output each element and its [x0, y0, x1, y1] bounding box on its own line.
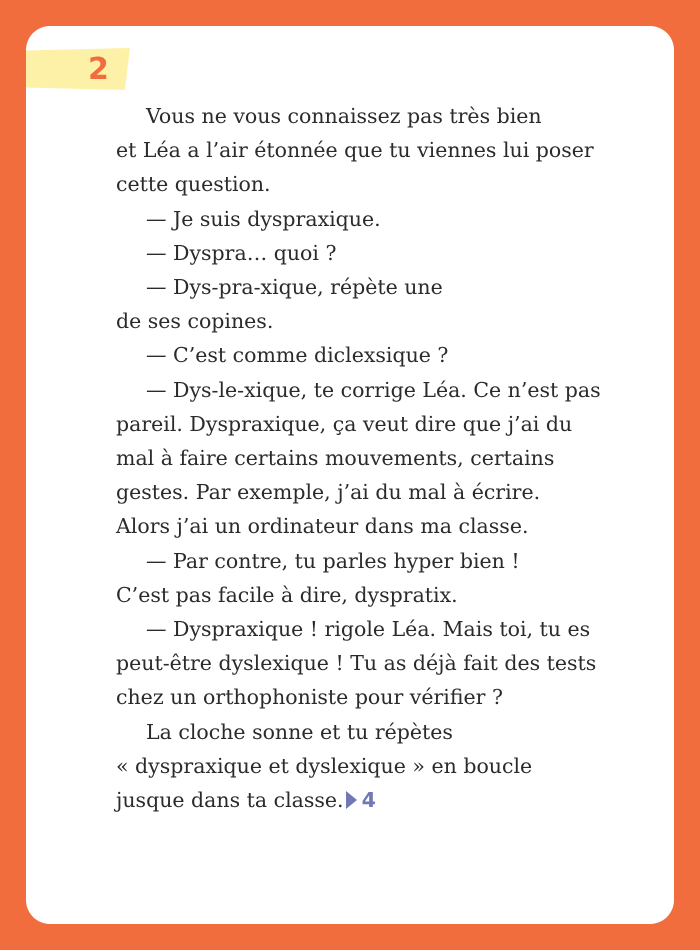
story-line: — Dyspra… quoi ?	[146, 240, 337, 265]
story-line: mal à faire certains mouvements, certains	[116, 446, 555, 471]
page-number-badge	[26, 48, 130, 90]
story-line: — C’est comme diclexsique ?	[146, 343, 449, 368]
story-line: « dyspraxique et dyslexique » en boucle	[116, 753, 533, 778]
story-line-last	[116, 783, 676, 817]
story-line: de ses copines.	[116, 309, 274, 334]
next-page-link[interactable]	[346, 783, 376, 817]
story-line: — Je suis dyspraxique.	[146, 206, 381, 231]
story-line: Alors j’ai un ordinateur dans ma classe.	[116, 514, 529, 539]
story-line: jusque dans ta classe.	[116, 788, 344, 813]
story-line: et Léa a l’air étonnée que tu viennes lui poser	[116, 138, 594, 163]
story-line: — Dys-le-xique, te corrige Léa. Ce n’est pas	[146, 377, 601, 402]
story-line: La cloche sonne et tu répètes	[146, 719, 453, 744]
play-arrow-icon	[346, 791, 357, 809]
story-line: cette question.	[116, 172, 271, 197]
story-line: C’est pas facile à dire, dyspratix.	[116, 582, 458, 607]
page-card	[26, 26, 674, 924]
story-text	[116, 99, 676, 817]
story-line: peut-être dyslexique ! Tu as déjà fait des tests	[116, 651, 597, 676]
story-line: — Par contre, tu parles hyper bien !	[146, 548, 520, 573]
story-line: — Dyspraxique ! rigole Léa. Mais toi, tu es	[146, 617, 591, 642]
story-line: gestes. Par exemple, j’ai du mal à écrire.	[116, 480, 541, 505]
page-number: 2	[88, 52, 109, 87]
story-line: — Dys-pra-xique, répète une	[146, 275, 443, 300]
story-line: pareil. Dyspraxique, ça veut dire que j’ai du	[116, 411, 573, 436]
next-page-number: 4	[361, 788, 376, 813]
story-line: chez un orthophoniste pour vérifier ?	[116, 685, 503, 710]
story-line: Vous ne vous connaissez pas très bien	[146, 104, 542, 128]
